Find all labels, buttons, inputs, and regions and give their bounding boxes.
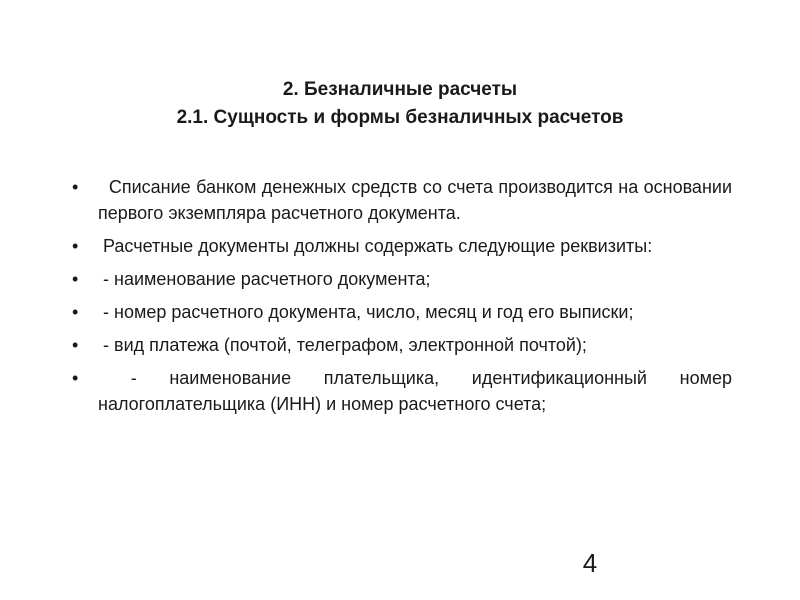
page-number: 4	[582, 548, 598, 578]
list-item-text: - наименование плательщика, идентификационный номер налогоплательщика (ИНН) и номер расчетного счета;	[98, 368, 738, 414]
bullet-icon: •	[72, 269, 79, 289]
bullet-icon: •	[72, 236, 79, 256]
list-item-text: Расчетные документы должны содержать следующие реквизиты:	[98, 236, 653, 256]
list-item	[72, 299, 732, 325]
list-item	[72, 332, 732, 358]
list-item-text: - вид платежа (почтой, телеграфом, электронной почтой);	[98, 335, 587, 355]
bullet-icon: •	[72, 177, 79, 197]
bullet-icon: •	[72, 368, 79, 388]
bullet-icon: •	[72, 335, 79, 355]
list-item	[72, 365, 738, 417]
list-item	[72, 174, 738, 226]
list-item	[72, 233, 732, 259]
list-item	[72, 266, 732, 292]
list-item-text: - наименование расчетного документа;	[98, 269, 431, 289]
list-item-text: Списание банком денежных средств со счета производится на основании первого экземпляра расчетного документа.	[98, 177, 738, 223]
bullet-list	[72, 174, 738, 424]
slide-subtitle: 2.1. Сущность и формы безналичных расчетов	[176, 107, 624, 128]
list-item-text: - номер расчетного документа, число, месяц и год его выписки;	[98, 302, 634, 322]
slide-title: 2. Безналичные расчеты	[282, 79, 518, 100]
bullet-icon: •	[72, 302, 79, 322]
